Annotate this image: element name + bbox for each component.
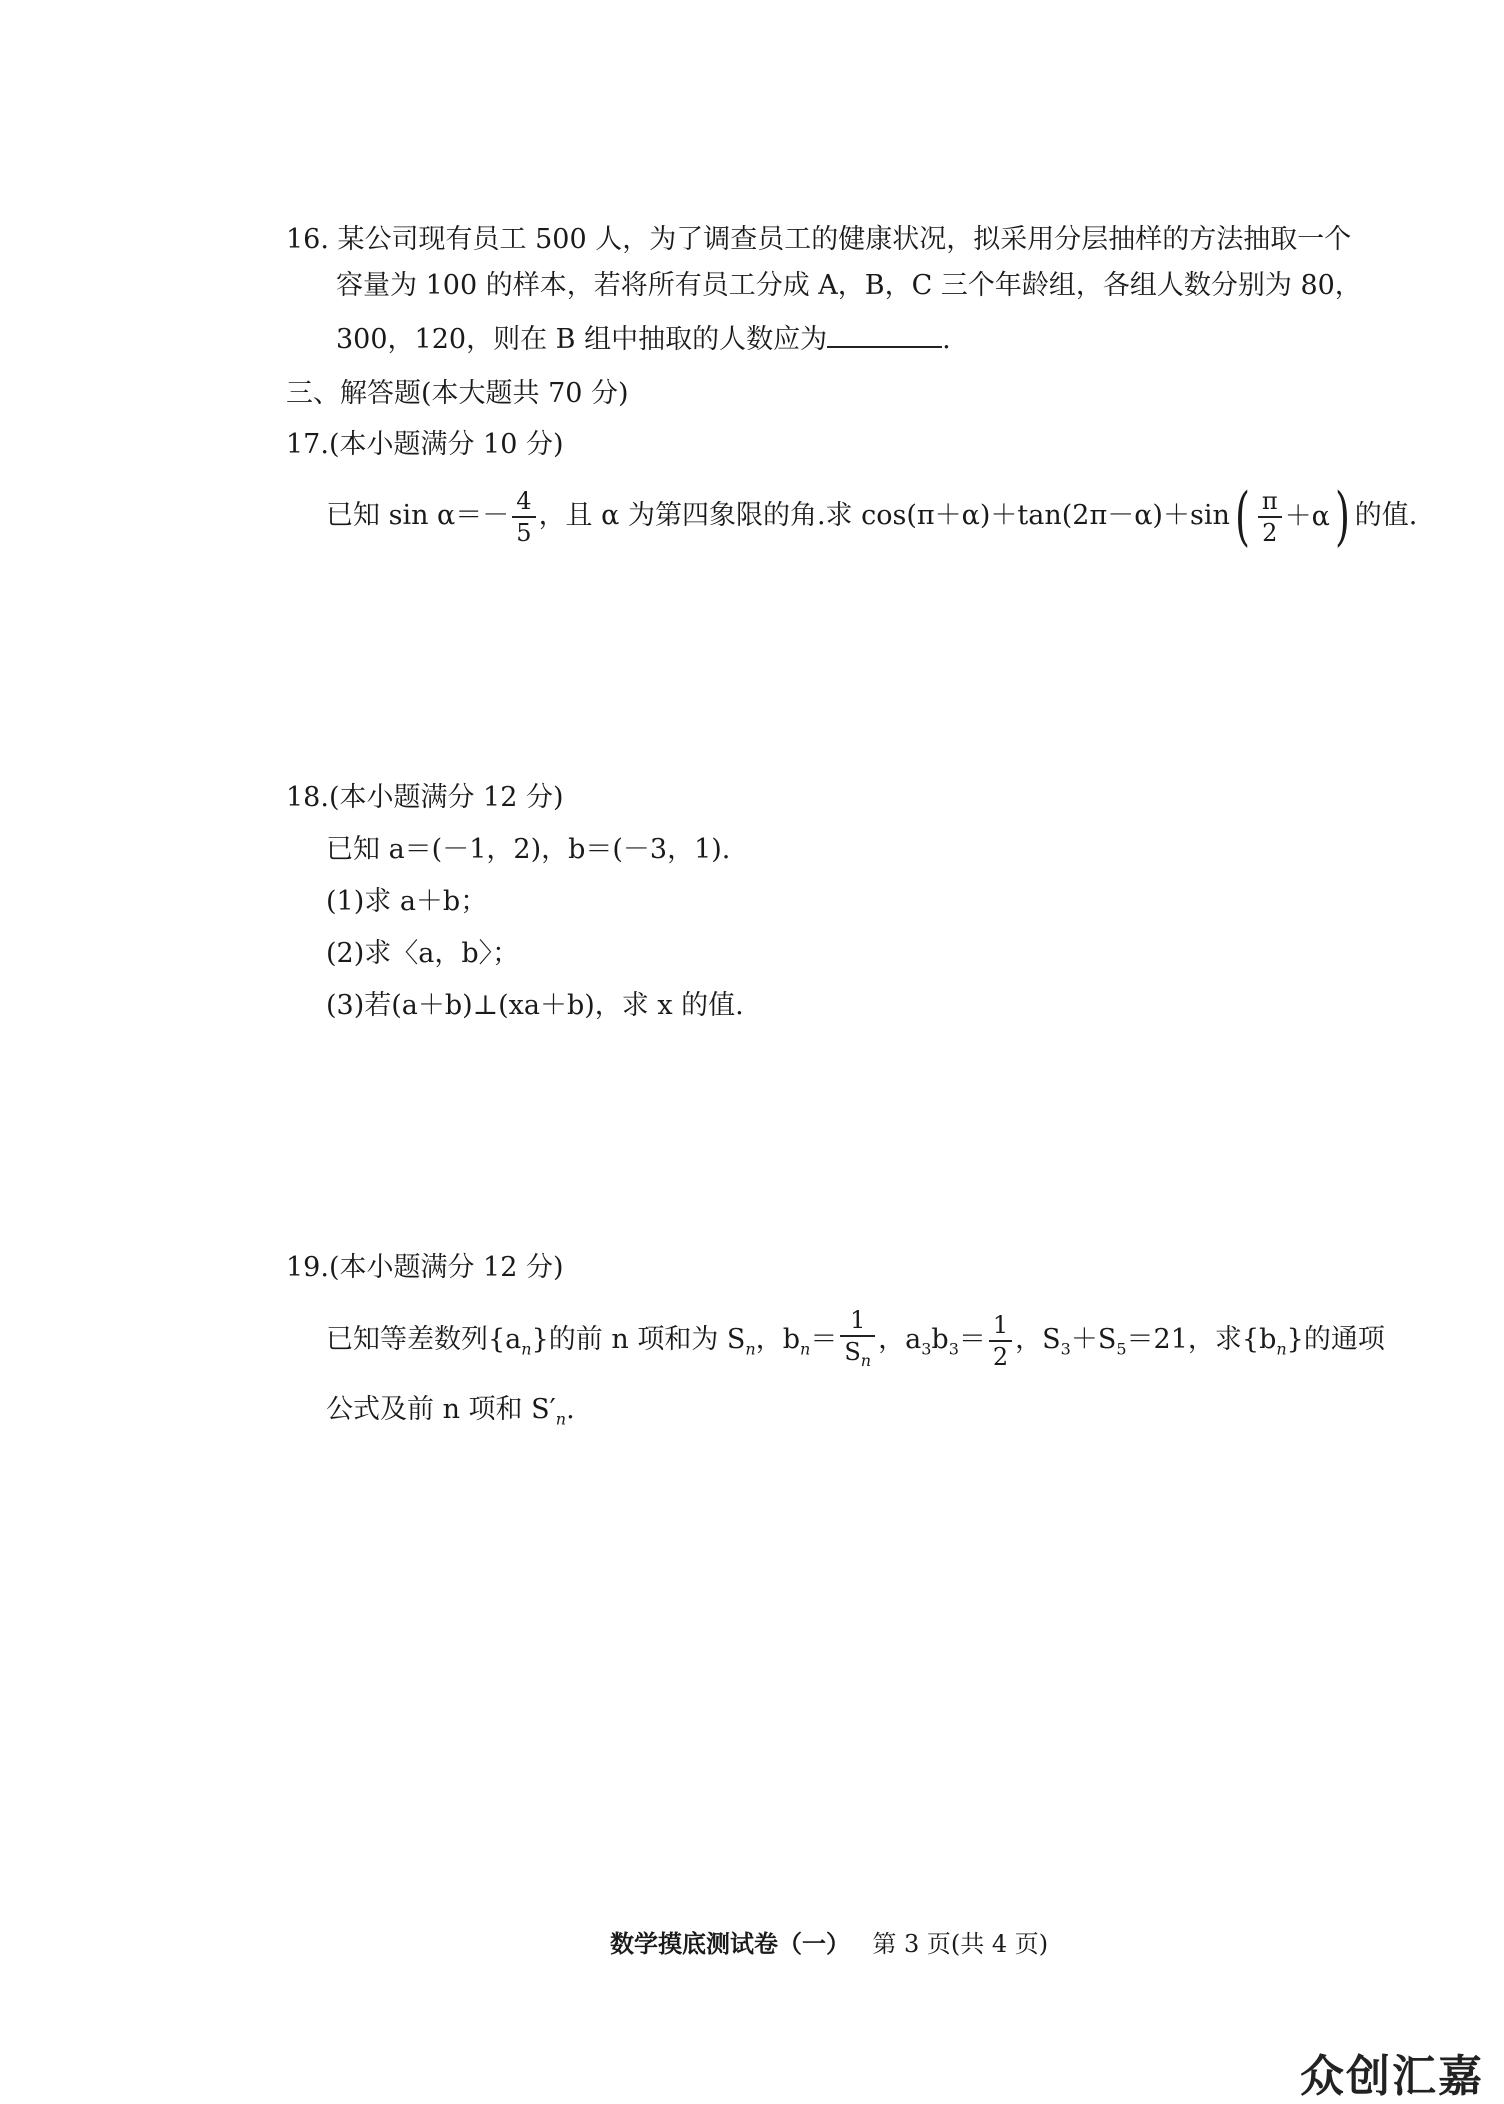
q18-part1: (1)求 a＋b； [326,886,488,917]
q18-part3: (3)若(a＋b)⊥(xa＋b)，求 x 的值. [326,990,744,1021]
q19-fraction-1: $\frac{1}{S_n}$ [840,1305,875,1376]
q19-header: 19.(本小题满分 12 分) [286,1252,564,1283]
q18-given: 已知 a＝(－1，2)，b＝(－3，1). [326,834,731,865]
q16-line1: 16. 某公司现有员工 500 人，为了调查员工的健康状况，拟采用分层抽样的方法抽取一个 [286,224,1352,255]
q19-body-line1: 已知等差数列$\{a_n\}$的前 n 项和为 $S_n$，$b_n=$ $\frac{1}{S_n}$ ，$a_3b_3=$ $\frac{1}{2}$ ，$S_3+S_5=21$，求$\{b_n\}$的通项 [326,1300,1385,1380]
q19-body-line2: 公式及前 n 项和 $S'_n$. [326,1394,575,1429]
q17-fraction: $\frac{4}{5}$ [512,486,535,548]
watermark-logo: 众创汇嘉 [1300,2051,1484,2102]
answer-blank [827,322,942,348]
q16-line2: 容量为 100 的样本，若将所有员工分成 A，B，C 三个年龄组，各组人数分别为 80， [336,270,1362,301]
q18-header: 18.(本小题满分 12 分) [286,782,564,813]
page-footer: 数学摸底测试卷（一） 第 3 页(共 4 页) [610,1930,1049,1958]
q19-fraction-2: $\frac{1}{2}$ [989,1310,1012,1372]
q18-part2: (2)求〈a，b〉； [326,938,520,969]
section-3-title: 三、解答题(本大题共 70 分) [286,378,629,409]
q16-line3: 300，120，则在 B 组中抽取的人数应为 . [336,324,951,355]
q17-header: 17.(本小题满分 10 分) [286,429,564,460]
q17-body: 已知 sin α＝－ $\frac{4}{5}$ ，且 α 为第四象限的角.求 cos(π＋α)＋tan(2π－α)＋sin ( $\frac{\pi}{2}$ ＋α ) 的值. [326,479,1418,554]
